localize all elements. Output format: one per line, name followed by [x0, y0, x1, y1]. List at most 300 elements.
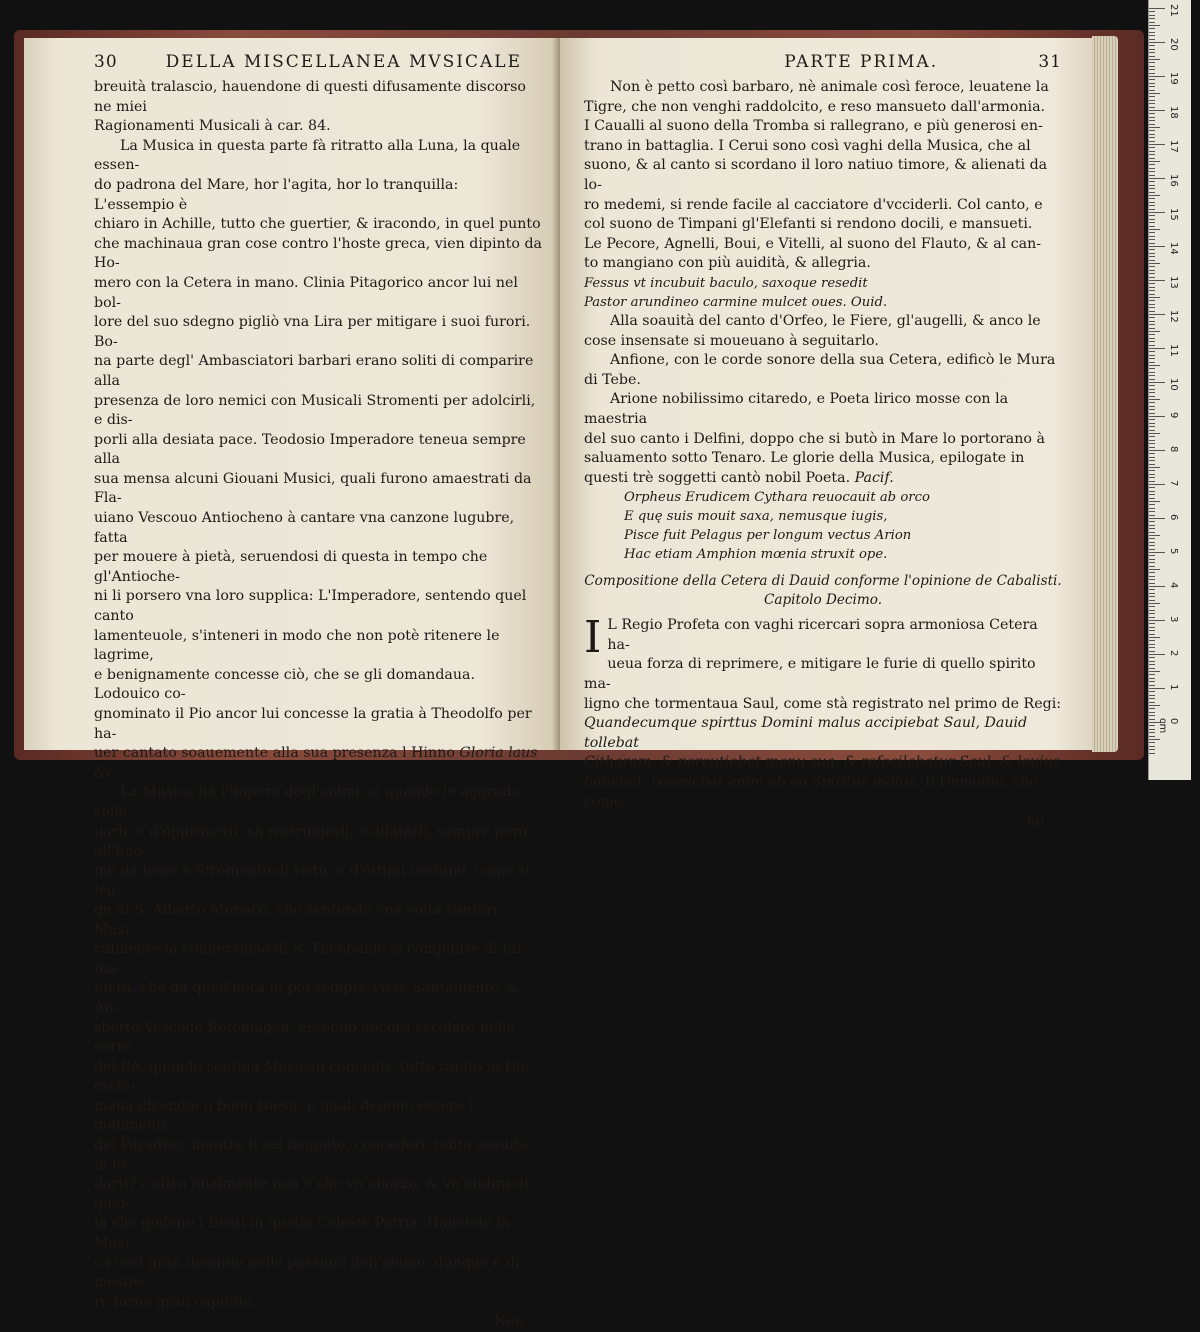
ruler-number: 18: [1168, 106, 1179, 119]
ruler-tick: [1149, 702, 1155, 703]
ruler-tick: [1149, 732, 1155, 733]
ruler-tick: [1149, 137, 1155, 138]
text-line: Pastor arundineo carmine mulcet oues. Ouid.: [584, 294, 888, 310]
left-page-number: 30: [94, 52, 118, 72]
text-line: re farne gran capitale.: [94, 1293, 256, 1310]
ruler-tick: [1149, 457, 1155, 458]
text-line: Anfione, con le corde sonore della sua Cetera, edificò le Mura: [610, 352, 1056, 369]
ruler-tick: [1149, 338, 1155, 339]
text-line: gnominato il Pio ancor lui concesse la gratia à Theodolfo per ha-: [94, 706, 532, 742]
ruler-tick: [1149, 83, 1155, 84]
ruler-number: 11: [1168, 344, 1179, 357]
ruler-tick: [1149, 392, 1155, 393]
ruler-tick: [1149, 579, 1155, 580]
ruler-tick: [1149, 613, 1155, 614]
ruler-tick: [1149, 321, 1155, 322]
ruler-number: 21: [1168, 4, 1179, 17]
ruler-tick: [1149, 256, 1155, 257]
ruler-tick: [1149, 753, 1155, 754]
ruler-tick: [1149, 589, 1155, 590]
ruler-tick: [1149, 627, 1155, 628]
ruler-tick: [1149, 406, 1155, 407]
ruler-number: 16: [1168, 174, 1179, 187]
ruler-tick: [1149, 664, 1155, 665]
ruler-tick: [1149, 569, 1160, 570]
ruler-tick: [1149, 287, 1155, 288]
text-line: E quę suis mouit saxa, nemusque iugis,: [624, 509, 888, 525]
text-line: La Musica in questa parte fà ritratto alla Luna, la quale essen-: [94, 137, 521, 174]
ruler-tick: [1149, 715, 1155, 716]
ruler-tick: [1149, 28, 1155, 29]
ruler-tick: [1149, 151, 1155, 152]
text-line: I Caualli al suono della Tromba si rallegrano, e più generosi en-: [584, 118, 1043, 135]
ruler-tick: [1149, 576, 1155, 577]
ruler-number: 12: [1168, 310, 1179, 323]
ruler-tick: [1149, 236, 1155, 237]
ruler-tick: [1149, 739, 1160, 740]
right-running-head: PARTE PRIMA.: [784, 52, 939, 72]
text-line: di Tebe.: [584, 371, 641, 388]
text-line: ca così gran dominio nelle passioni dell'animo, dunque è di mestie-: [94, 1254, 520, 1291]
verse-block-ovid: [584, 274, 1062, 312]
left-page-header: [94, 52, 542, 76]
ruler-tick: [1149, 290, 1155, 291]
ruler-tick: [1149, 586, 1165, 587]
ruler-tick: [1149, 426, 1155, 427]
ruler-tick: [1149, 243, 1155, 244]
ruler-tick: [1149, 141, 1155, 142]
citation: Gloria laus &c.: [94, 745, 538, 781]
ruler-tick: [1149, 372, 1155, 373]
ruler-tick: [1149, 447, 1155, 448]
text-line: Quandecumque spirttus Domini malus accipiebat Saul, Dauid tollebat: [584, 715, 1028, 751]
ruler-tick: [1149, 35, 1155, 36]
text-line: mo da bene è Stromento di virtù, e d'ottimi costumi, come si leg-: [94, 862, 530, 899]
text-line: uarli, e d'opprimerli, sà restringerli, e dilatarli, sempre però all'huo-: [94, 823, 528, 860]
citation: Pacif.: [850, 469, 894, 486]
ruler-tick: [1149, 134, 1155, 135]
ruler-tick: [1149, 746, 1155, 747]
ruler-tick: [1149, 209, 1155, 210]
ruler-tick: [1149, 270, 1155, 271]
ruler-tick: [1149, 79, 1155, 80]
ruler-tick: [1149, 273, 1155, 274]
ruler-tick: [1149, 311, 1155, 312]
ruler-tick: [1149, 341, 1155, 342]
ruler-number: 7: [1168, 480, 1179, 487]
ruler-tick: [1149, 508, 1155, 509]
ruler-tick: [1149, 365, 1160, 366]
text-line: L Regio Profeta con vaghi ricercari sopra armoniosa Cetera ha-: [607, 617, 1038, 653]
ruler-tick: [1149, 399, 1160, 400]
ruler-tick: [1149, 317, 1155, 318]
ruler-tick: [1149, 127, 1160, 128]
ruler-tick: [1149, 644, 1155, 645]
ruler-number: 8: [1168, 446, 1179, 453]
text-line: niera, che da quell'hora in poi sempre visse Santamente. S. An-: [94, 980, 522, 1016]
ruler-tick: [1149, 647, 1155, 648]
ruler-tick: [1149, 498, 1155, 499]
text-line: ro medemi, si rende facile al cacciatore d'vcciderli. Col canto, e: [584, 196, 1043, 213]
text-line: del suo canto i Delfini, doppo che si butò in Mare lo portorano à: [584, 430, 1045, 447]
ruler-tick: [1149, 460, 1155, 461]
ruler-number: 13: [1168, 276, 1179, 289]
ruler-tick: [1149, 688, 1165, 689]
ruler-tick: [1149, 249, 1155, 250]
ruler-tick: [1149, 423, 1155, 424]
ruler-tick: [1149, 181, 1155, 182]
ruler-tick: [1149, 593, 1155, 594]
ruler-tick: [1149, 175, 1155, 176]
ruler-tick: [1149, 654, 1165, 655]
ruler-tick: [1149, 552, 1165, 553]
ruler-tick: [1149, 651, 1155, 652]
right-paragraph-3: [584, 351, 1062, 390]
text-line: to mangiano con più auidità, & allegria.: [584, 255, 871, 272]
text-line: Hac etiam Amphion mœnia struxit ope.: [624, 547, 888, 563]
ruler-tick: [1149, 542, 1155, 543]
text-line: ge di S. Alberto Monaco, che sentendo vna volta cantare Musi-: [94, 901, 502, 938]
right-page-number: 31: [1038, 52, 1062, 72]
text-line: Non è petto così barbaro, nè animale così feroce, leuatene la: [610, 79, 1049, 95]
ruler-tick: [1149, 525, 1155, 526]
ruler-tick: [1149, 504, 1155, 505]
ruler-tick: [1149, 436, 1155, 437]
ruler-tick: [1149, 147, 1155, 148]
ruler-tick: [1149, 416, 1165, 417]
ruler-tick: [1149, 583, 1155, 584]
ruler-tick: [1149, 90, 1155, 91]
ruler-tick: [1149, 280, 1165, 281]
ruler-tick: [1149, 355, 1155, 356]
ruler-tick: [1149, 314, 1165, 315]
right-paragraph-2: [584, 312, 1062, 351]
ruler-tick: [1149, 15, 1155, 16]
ruler-number: 15: [1168, 208, 1179, 221]
text-line: suono, & al canto si scordano il loro natiuo timore, & alienati da lo-: [584, 157, 1048, 193]
right-paragraph-1: [584, 78, 1062, 274]
ruler-number: 20: [1168, 38, 1179, 51]
text-line: e benignamente concesse ciò, che se gli domandaua. Lodouico co-: [94, 666, 475, 703]
text-line: mero con la Cetera in mano. Clinia Pitagorico ancor lui nel bol-: [94, 274, 518, 311]
text-line: per mouere à pietà, seruendosi di questa in tempo che gl'Antioche-: [94, 549, 488, 585]
verse-block-pacif: [584, 488, 1062, 564]
text-line: habebat, recedebat enim ab eo Spiritus malus. Il Demonio, che come: [584, 774, 1038, 810]
ruler-tick: [1149, 39, 1155, 40]
right-page-header: [584, 52, 1062, 76]
ruler-tick: [1149, 215, 1155, 216]
text-line: Ragionamenti Musicali à car. 84.: [94, 118, 331, 135]
ruler-tick: [1149, 266, 1155, 267]
ruler-tick: [1149, 263, 1160, 264]
ruler-tick: [1149, 56, 1155, 57]
ruler-tick: [1149, 640, 1155, 641]
ruler-tick: [1149, 158, 1155, 159]
text-line: ni li porsero vna loro supplica: L'Imperadore, sentendo quel canto: [94, 588, 527, 625]
text-line: na parte degl' Ambasciatori barbari erano soliti di comparire alla: [94, 353, 534, 389]
ruler-tick: [1149, 45, 1155, 46]
ruler-number: 10: [1168, 378, 1179, 391]
ruler-tick: [1149, 409, 1155, 410]
ruler-tick: [1149, 324, 1155, 325]
ruler-tick: [1149, 93, 1160, 94]
ruler-tick: [1149, 549, 1155, 550]
ruler-tick: [1149, 219, 1155, 220]
ruler-tick: [1149, 144, 1165, 145]
text-line: porli alla desiata pace. Teodosio Imperadore teneua sempre alla: [94, 431, 526, 468]
ruler-tick: [1149, 566, 1155, 567]
ruler-tick: [1149, 606, 1155, 607]
ruler-tick: [1149, 382, 1165, 383]
chapter-title: Compositione della Cetera di Dauid conforme l'opinione de Cabalisti.: [584, 573, 1062, 590]
text-line: Pisce fuit Pelagus per longum vectus Arion: [624, 528, 912, 544]
ruler-tick: [1149, 610, 1155, 611]
ruler-tick: [1149, 538, 1155, 539]
page-edges: [1092, 36, 1118, 752]
ruler-tick: [1149, 674, 1155, 675]
ruler-tick: [1149, 719, 1155, 720]
chapter-number: Capitolo Decimo.: [763, 592, 883, 609]
text-line: breuità tralascio, hauendone di questi difusamente discorso ne miei: [94, 79, 526, 115]
ruler-tick: [1149, 300, 1155, 301]
ruler-tick: [1149, 202, 1155, 203]
ruler-tick: [1149, 379, 1155, 380]
left-running-head: DELLA MISCELLANEA MVSICALE: [165, 52, 522, 72]
ruler-tick: [1149, 368, 1155, 369]
ruler-tick: [1149, 362, 1155, 363]
ruler-tick: [1149, 198, 1155, 199]
ruler-tick: [1149, 212, 1165, 213]
ruler-tick: [1149, 22, 1155, 23]
text-line: del Rè, quando sentiua Musicali concenti, tutto rapito in Dio, escla-: [94, 1058, 534, 1095]
ruler-tick: [1149, 185, 1155, 186]
right-page: [560, 38, 1096, 830]
ruler-tick: [1149, 222, 1155, 223]
chapter-heading: [584, 572, 1062, 610]
ruler-tick: [1149, 413, 1155, 414]
right-page-text: [584, 78, 1062, 832]
ruler-tick: [1149, 351, 1155, 352]
ruler-tick: [1149, 430, 1155, 431]
ruler-tick: [1149, 76, 1165, 77]
ruler-tick: [1149, 491, 1155, 492]
text-line: questi trè soggetti cantò nobil Poeta. Pacif.: [584, 469, 894, 486]
ruler-tick: [1149, 484, 1165, 485]
ruler-tick: [1149, 100, 1155, 101]
ruler-tick: [1149, 294, 1155, 295]
ruler-tick: [1149, 440, 1155, 441]
text-line: darti? c'altro finalmente non è che vn'abozzo, & vn'ombra di quel-: [94, 1176, 529, 1212]
ruler-number: 19: [1168, 72, 1179, 85]
ruler-tick: [1149, 232, 1155, 233]
text-line: Le Pecore, Agnelli, Boui, e Vitelli, al suono del Flauto, & al can-: [584, 235, 1042, 252]
text-line: Fessus vt incubuit baculo, saxoque resedit: [584, 275, 868, 291]
ruler-tick: [1149, 73, 1155, 74]
ruler-tick: [1149, 66, 1155, 67]
ruler-unit: 0 cm: [1157, 718, 1179, 734]
text-line: col suono de Timpani gl'Elefanti si rendono docili, e mansueti.: [584, 216, 1033, 233]
ruler-tick: [1149, 487, 1155, 488]
ruler-tick: [1149, 494, 1155, 495]
ruler-number: 1: [1168, 684, 1179, 691]
ruler-tick: [1149, 464, 1155, 465]
ruler-tick: [1149, 623, 1155, 624]
ruler-tick: [1149, 96, 1155, 97]
text-line: calmente la conuersione di S. Theobaldo si compunse di tal ma-: [94, 941, 522, 977]
ruler-tick: [1149, 260, 1155, 261]
ruler-tick: [1149, 433, 1160, 434]
ruler-tick: [1149, 307, 1155, 308]
ruler-number: 17: [1168, 140, 1179, 153]
ruler-tick: [1149, 178, 1165, 179]
ruler-number: 5: [1168, 548, 1179, 555]
ruler-tick: [1149, 345, 1155, 346]
ruler-tick: [1149, 572, 1155, 573]
text-line: Citharam, & percutiebat manu sua, & refocilabatur Saul, & leuius: [584, 754, 1061, 771]
ruler-tick: [1149, 328, 1155, 329]
ruler-tick: [1149, 634, 1155, 635]
ruler-tick: [1149, 695, 1155, 696]
ruler-tick: [1149, 685, 1155, 686]
text-line-tail: Il Demonio, che come: [584, 774, 1038, 810]
ruler-tick: [1149, 62, 1155, 63]
ruler-tick: [1149, 171, 1155, 172]
ruler-tick: [1149, 195, 1160, 196]
ruler-tick: [1149, 42, 1165, 43]
ruler-tick: [1149, 396, 1155, 397]
ruler-tick: [1149, 443, 1155, 444]
ruler-tick: [1149, 161, 1160, 162]
ruler-tick: [1149, 154, 1155, 155]
ruler-tick: [1149, 671, 1160, 672]
ruler-number: 14: [1168, 242, 1179, 255]
ruler-tick: [1149, 668, 1155, 669]
ruler-tick: [1149, 205, 1155, 206]
text-line: lamenteuole, s'inteneri in modo che non potè ritenere le lagrime,: [94, 627, 500, 664]
drop-cap: I: [584, 612, 602, 664]
ruler-tick: [1149, 120, 1155, 121]
ruler-tick: [1149, 515, 1155, 516]
ruler-tick: [1149, 603, 1160, 604]
left-page: [24, 38, 560, 1330]
ruler-tick: [1149, 450, 1165, 451]
text-line: presenza de loro nemici con Musicali Stromenti per adolcirli, e dis-: [94, 392, 536, 429]
ruler-number: 2: [1168, 650, 1179, 657]
ruler-tick: [1149, 600, 1155, 601]
left-page-text: [94, 78, 542, 1332]
ruler-tick: [1149, 698, 1155, 699]
text-line: ueua forza di reprimere, e mitigare le furie di quello spirito ma-: [584, 656, 1036, 693]
ruler-tick: [1149, 253, 1155, 254]
ruler-tick: [1149, 192, 1155, 193]
ruler-tick: [1149, 620, 1165, 621]
ruler-tick: [1149, 375, 1155, 376]
ruler-tick: [1149, 691, 1155, 692]
ruler-number: 9: [1168, 412, 1179, 419]
ruler-tick: [1149, 164, 1155, 165]
ruler-tick: [1149, 681, 1155, 682]
ruler-tick: [1149, 11, 1155, 12]
left-paragraph-1: [94, 137, 542, 784]
ruler-tick: [1149, 107, 1155, 108]
ruler-tick: [1149, 678, 1155, 679]
ruler-tick: [1149, 708, 1155, 709]
right-paragraph-4: [584, 390, 1062, 488]
ruler-tick: [1149, 501, 1160, 502]
text-line: lore del suo sdegno pigliò vna Lira per mitigare i suoi furori. Bo-: [94, 314, 531, 350]
ruler-tick: [1149, 103, 1155, 104]
ruler-tick: [1149, 69, 1155, 70]
ruler-tick: [1149, 705, 1160, 706]
text-line: Arione nobilissimo citaredo, e Poeta lirico mosse con la maestria: [584, 391, 1009, 427]
ruler-tick: [1149, 617, 1155, 618]
ruler-tick: [1149, 555, 1155, 556]
text-line: cose insensate si moueuano à seguitarlo.: [584, 332, 879, 349]
ruler-tick: [1149, 729, 1155, 730]
ruler-number: 6: [1168, 514, 1179, 521]
ruler-tick: [1149, 8, 1165, 9]
ruler-tick: [1149, 511, 1155, 512]
ruler-tick: [1149, 736, 1155, 737]
left-catchword: Non: [493, 1313, 524, 1330]
text-line: Orpheus Erudicem Cythara reuocauit ab orco: [624, 490, 930, 506]
ruler-tick: [1149, 117, 1155, 118]
ruler-tick: [1149, 358, 1155, 359]
ruler-tick: [1149, 348, 1165, 349]
ruler-tick: [1149, 402, 1155, 403]
ruler-tick: [1149, 749, 1155, 750]
ruler-tick: [1149, 113, 1155, 114]
ruler-tick: [1149, 630, 1155, 631]
ruler-number: 3: [1168, 616, 1179, 623]
ruler-tick: [1149, 59, 1160, 60]
ruler-tick: [1149, 637, 1160, 638]
text-line: Alla soauità del canto d'Orfeo, le Fiere, gl'augelli, & anco le: [610, 312, 1041, 329]
text-line: La Musica hà l'impero degl'animi, sì quando le aggrada solle-: [94, 784, 520, 820]
ruler-tick: [1149, 86, 1155, 87]
ruler-tick: [1149, 334, 1155, 335]
text-line: trano in battaglia. I Cerui sono così vaghi della Musica, che al: [584, 137, 1031, 154]
ruler-tick: [1149, 52, 1155, 53]
ruler-tick: [1149, 226, 1155, 227]
ruler-tick: [1149, 25, 1160, 26]
ruler-tick: [1149, 239, 1155, 240]
ruler-tick: [1149, 528, 1155, 529]
ruler-tick: [1149, 304, 1155, 305]
ruler-tick: [1149, 518, 1165, 519]
ruler-tick: [1149, 246, 1165, 247]
ruler-tick: [1149, 657, 1155, 658]
ruler-tick: [1149, 545, 1155, 546]
ruler-number: 4: [1168, 582, 1179, 589]
ruler-tick: [1149, 596, 1155, 597]
ruler-tick: [1149, 725, 1155, 726]
ruler-tick: [1149, 470, 1155, 471]
ruler-tick: [1149, 49, 1155, 50]
text-line: del Paradiso, mentre ti sei degnato, concedere tanta soauità in lo-: [94, 1137, 529, 1173]
ruler-tick: [1149, 474, 1155, 475]
ruler-tick: [1149, 661, 1155, 662]
ruler-tick: [1149, 168, 1155, 169]
chapter-body: [584, 612, 1062, 812]
ruler-tick: [1149, 521, 1155, 522]
ruler-tick: [1149, 481, 1155, 482]
ruler-tick: [1149, 188, 1155, 189]
ruler-tick: [1149, 110, 1165, 111]
text-line: la che godono i Beati in quella Celeste Patria. Hauendo la Musi-: [94, 1215, 510, 1252]
ruler-tick: [1149, 532, 1155, 533]
ruler-tick: [1149, 32, 1155, 33]
